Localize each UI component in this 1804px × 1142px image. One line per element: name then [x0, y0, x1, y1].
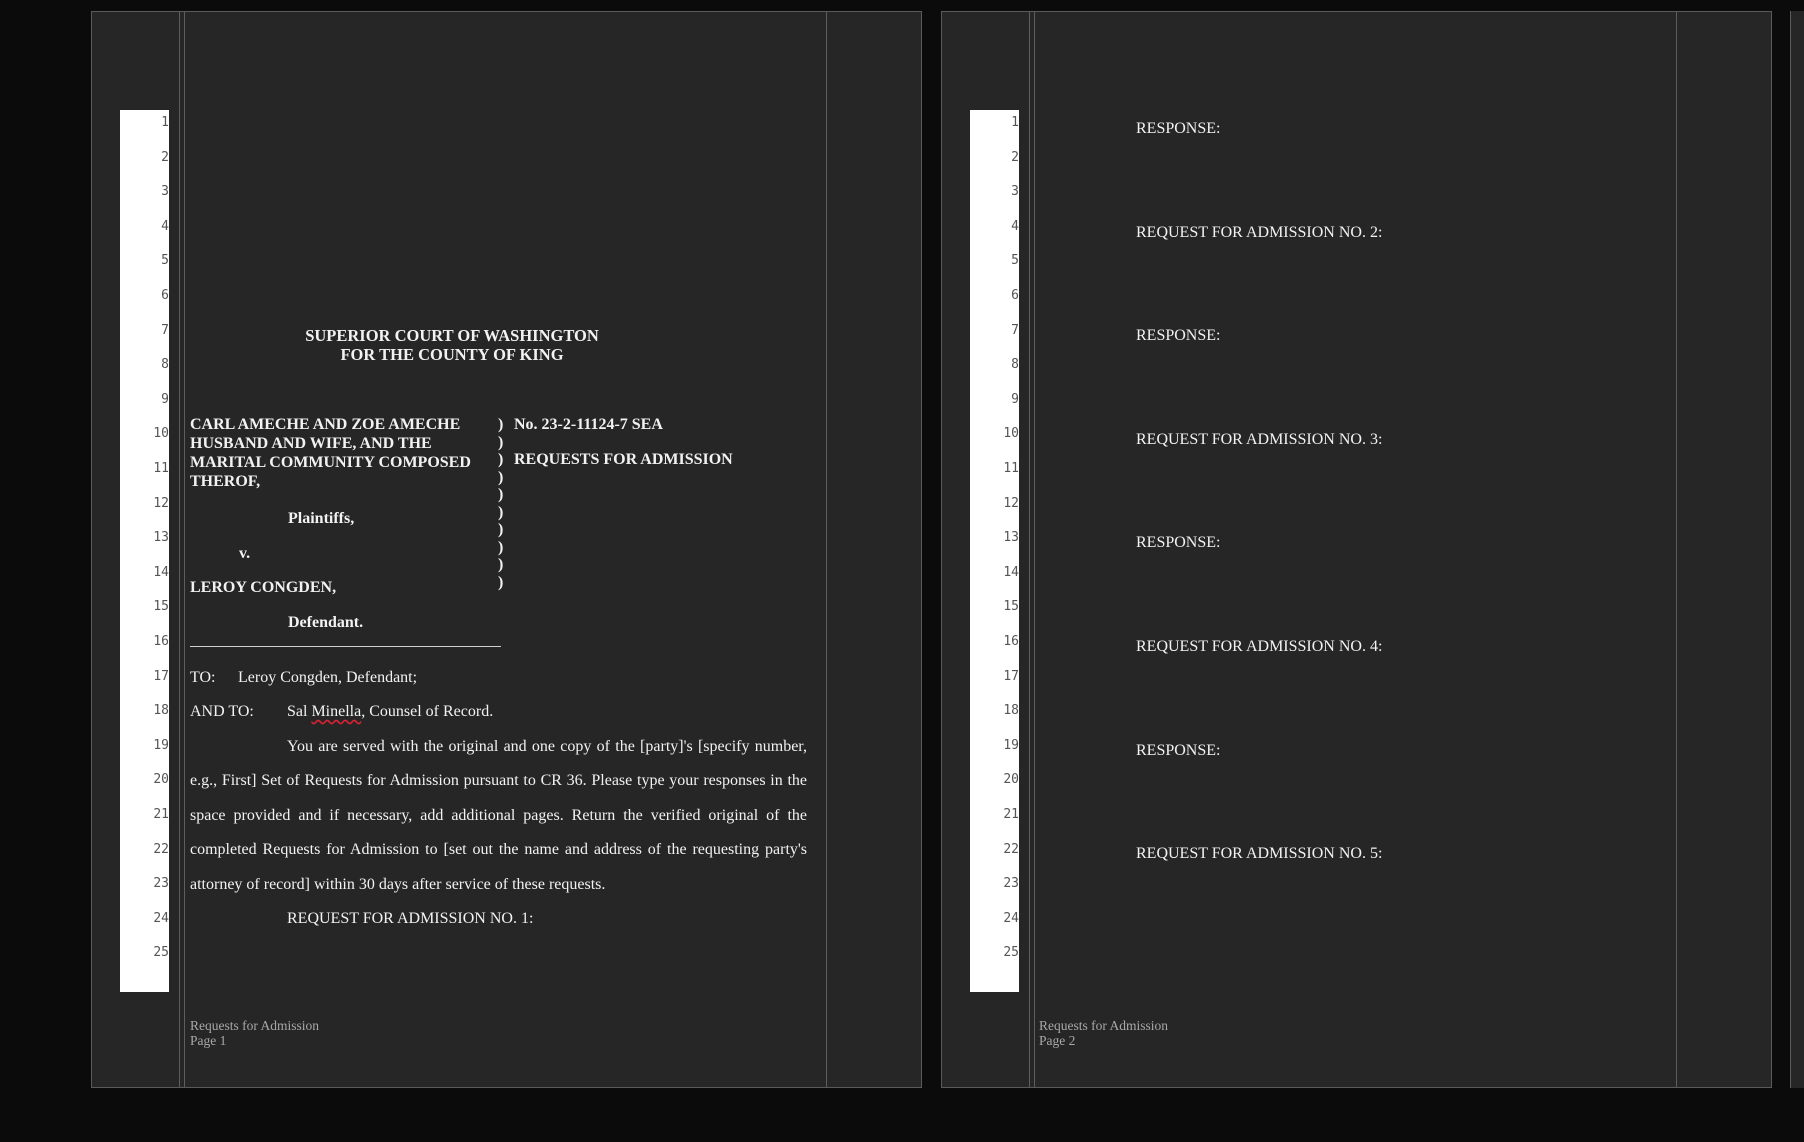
margin-line [1034, 12, 1035, 1087]
plaintiff-line: THEROF, [190, 473, 261, 490]
document-title: REQUESTS FOR ADMISSION [514, 451, 733, 468]
to-value: Leroy Congden, Defendant; [238, 669, 418, 686]
caption-paren: ) [498, 486, 504, 503]
and-to-value: Sal Minella, Counsel of Record. [287, 703, 494, 720]
defendant-label: Defendant. [288, 614, 364, 631]
request-heading: REQUEST FOR ADMISSION NO. 4: [1136, 638, 1383, 655]
line-number: 21 [1003, 807, 1019, 822]
body-text-line: e.g., First] Set of Requests for Admission pursuant to CR 36. Please type your responses in the [190, 772, 807, 789]
document-page-1[interactable] [91, 11, 922, 1088]
body-text-line: attorney of record] within 30 days after service of these requests. [190, 876, 606, 893]
caption-paren: ) [498, 521, 504, 538]
line-number: 19 [1003, 737, 1019, 753]
line-number: 22 [1003, 841, 1019, 857]
line-number: 17 [153, 668, 169, 684]
line-number: 19 [153, 737, 169, 753]
line-number: 3 [1011, 184, 1019, 200]
versus: v. [239, 545, 251, 562]
line-number: 7 [1011, 322, 1019, 338]
line-number: 13 [1003, 530, 1019, 546]
line-number: 6 [161, 288, 169, 303]
line-number: 4 [1011, 218, 1019, 234]
line-number: 1 [1011, 115, 1019, 130]
request-heading: REQUEST FOR ADMISSION NO. 3: [1136, 430, 1383, 448]
caption-paren: ) [498, 416, 504, 433]
plaintiff-line: CARL AMECHE AND ZOE AMECHE [190, 416, 461, 433]
line-number: 6 [1011, 288, 1019, 303]
response-label: RESPONSE: [1136, 534, 1221, 552]
body-text-line: completed Requests for Admission to [set out the name and address of the requesting party's [190, 841, 807, 858]
line-number: 10 [1003, 426, 1019, 442]
line-number: 20 [153, 772, 169, 788]
caption-paren: ) [498, 504, 504, 521]
line-number: 15 [153, 599, 169, 615]
request-heading: REQUEST FOR ADMISSION NO. 5: [1136, 845, 1383, 863]
and-to-label: AND TO: [190, 703, 254, 720]
response-label: RESPONSE: [1136, 327, 1221, 345]
footer-title: Requests for Admission [190, 1018, 320, 1033]
line-number: 25 [153, 945, 169, 961]
line-number: 18 [1003, 703, 1019, 719]
plaintiffs-label: Plaintiffs, [288, 510, 355, 527]
line-number: 21 [153, 807, 169, 822]
line-number: 12 [153, 495, 169, 511]
line-number: 22 [153, 841, 169, 857]
line-number: 25 [1003, 945, 1019, 961]
line-number: 11 [1003, 461, 1019, 476]
line-number: 10 [153, 426, 169, 442]
line-number: 20 [1003, 772, 1019, 788]
line-number: 16 [1003, 634, 1019, 649]
caption-paren: ) [498, 574, 504, 591]
to-label: TO: [190, 669, 216, 686]
caption-paren: ) [498, 434, 504, 451]
line-number: 9 [1011, 391, 1019, 407]
line-number: 2 [1011, 149, 1019, 165]
line-number: 23 [1003, 876, 1019, 892]
footer-page-number: Page 1 [190, 1033, 227, 1048]
court-name: SUPERIOR COURT OF WASHINGTON [305, 326, 599, 345]
line-number: 13 [153, 530, 169, 546]
line-number: 24 [1003, 910, 1019, 926]
line-number: 5 [1011, 253, 1019, 269]
line-number: 14 [153, 564, 169, 580]
court-county: FOR THE COUNTY OF KING [340, 345, 564, 364]
line-number: 5 [161, 253, 169, 269]
next-page-edge [1790, 11, 1804, 1088]
response-label: RESPONSE: [1136, 741, 1221, 759]
line-number: 4 [161, 218, 169, 234]
line-number-gutter [120, 110, 169, 992]
footer-page-number: Page 2 [1039, 1033, 1076, 1048]
margin-line [184, 12, 185, 1087]
request-heading: REQUEST FOR ADMISSION NO. 2: [1136, 223, 1383, 241]
line-number: 16 [153, 634, 169, 649]
body-text-line: space provided and if necessary, add additional pages. Return the verified original of the [190, 807, 807, 824]
footer-title: Requests for Admission [1039, 1018, 1169, 1033]
line-number: 23 [153, 876, 169, 892]
case-number: No. 23-2-11124-7 SEA [514, 416, 663, 433]
line-number: 9 [161, 391, 169, 407]
spelling-error-mark[interactable]: Minella [311, 703, 362, 720]
caption-paren: ) [498, 469, 504, 486]
line-number-gutter [970, 110, 1019, 992]
line-number: 18 [153, 703, 169, 719]
document-page-2[interactable] [941, 11, 1772, 1088]
margin-line [1029, 12, 1030, 1087]
plaintiff-line: MARITAL COMMUNITY COMPOSED [190, 454, 471, 471]
plaintiff-line: HUSBAND AND WIFE, AND THE [190, 435, 432, 452]
caption-paren: ) [498, 451, 504, 468]
line-number: 24 [153, 910, 169, 926]
caption-paren: ) [498, 556, 504, 573]
line-number: 1 [161, 115, 169, 130]
line-number: 11 [153, 461, 169, 476]
line-number: 14 [1003, 564, 1019, 580]
caption-rule [190, 646, 501, 647]
line-number: 8 [1011, 357, 1019, 373]
request-heading: REQUEST FOR ADMISSION NO. 1: [287, 910, 534, 927]
line-number: 3 [161, 184, 169, 200]
margin-line [179, 12, 180, 1087]
line-number: 12 [1003, 495, 1019, 511]
margin-line [1676, 12, 1677, 1087]
defendant-name: LEROY CONGDEN, [190, 579, 337, 596]
margin-line [826, 12, 827, 1087]
body-text-line: You are served with the original and one copy of the [party]'s [specify number, [287, 738, 807, 755]
line-number: 17 [1003, 668, 1019, 684]
response-label: RESPONSE: [1136, 120, 1221, 137]
caption-paren: ) [498, 539, 504, 556]
line-number: 2 [161, 149, 169, 165]
line-number: 7 [161, 322, 169, 338]
line-number: 15 [1003, 599, 1019, 615]
line-number: 8 [161, 357, 169, 373]
